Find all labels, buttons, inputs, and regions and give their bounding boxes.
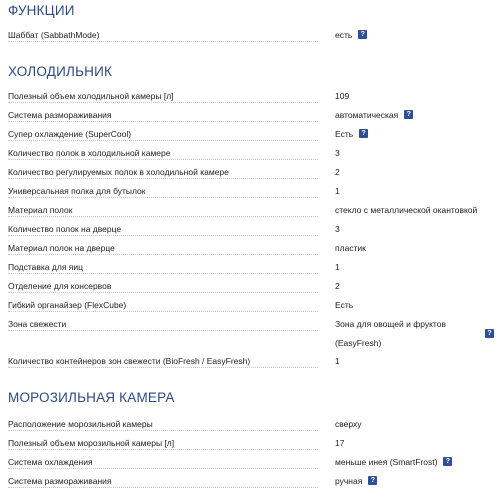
spec-value: пластик xyxy=(335,243,366,253)
spec-value: 109 xyxy=(335,91,350,101)
section-title-fridge: ХОЛОДИЛЬНИК xyxy=(8,64,113,79)
spec-label: Гибкий органайзер (FlexCube) xyxy=(8,300,127,310)
row-leader-dots xyxy=(8,330,318,331)
row-leader-dots xyxy=(8,430,318,431)
spec-label: Количество регулируемых полок в холодильной камере xyxy=(8,167,229,177)
spec-label: Зона свежести xyxy=(8,319,67,329)
help-icon[interactable]: ? xyxy=(358,30,367,39)
row-leader-dots xyxy=(8,197,318,198)
row-leader-dots xyxy=(8,159,318,160)
spec-row-flexcube xyxy=(0,299,498,318)
spec-value xyxy=(335,109,413,121)
spec-row-door-shelves xyxy=(0,223,498,242)
row-leader-dots xyxy=(8,449,318,450)
spec-value-text: ручная xyxy=(335,476,363,486)
spec-label: Универсальная полка для бутылок xyxy=(8,186,146,196)
spec-label: Подставка для яиц xyxy=(8,262,83,272)
spec-value: Есть xyxy=(335,300,354,310)
spec-row-sabbath xyxy=(0,29,498,48)
spec-label: Система размораживания xyxy=(8,476,112,486)
section-title-freezer: МОРОЗИЛЬНАЯ КАМЕРА xyxy=(8,390,175,405)
spec-label: Полезный объем морозильной камеры [л] xyxy=(8,438,175,448)
spec-row-freshness-zone xyxy=(0,318,498,354)
spec-label: Количество контейнеров зон свежести (BioFresh / EasyFresh) xyxy=(8,356,251,366)
spec-row-shelf-count xyxy=(0,147,498,166)
spec-row-freezer-defrost xyxy=(0,475,498,494)
spec-value xyxy=(335,475,377,487)
spec-value: 1 xyxy=(335,186,340,196)
spec-label: Расположение морозильной камеры xyxy=(8,419,153,429)
row-leader-dots xyxy=(8,367,318,368)
spec-value-line1: Зона для овощей и фруктов xyxy=(335,319,446,329)
row-leader-dots xyxy=(8,468,318,469)
row-leader-dots xyxy=(8,216,318,217)
spec-row-defrost-system xyxy=(0,109,498,128)
section-title-functions: ФУНКЦИИ xyxy=(8,3,75,18)
spec-value: 3 xyxy=(335,224,340,234)
spec-row-fridge-volume xyxy=(0,90,498,109)
spec-value: 2 xyxy=(335,281,340,291)
help-icon[interactable]: ? xyxy=(368,476,377,485)
help-icon[interactable]: ? xyxy=(404,110,413,119)
spec-label: Система охлаждения xyxy=(8,457,93,467)
spec-value-text: Есть xyxy=(335,129,354,139)
help-icon[interactable]: ? xyxy=(443,457,452,466)
spec-label: Количество полок в холодильной камере xyxy=(8,148,171,158)
spec-row-adjustable-shelves xyxy=(0,166,498,185)
spec-value: 1 xyxy=(335,262,340,272)
spec-row-freshness-containers xyxy=(0,355,498,374)
spec-label: Полезный объем холодильной камеры [л] xyxy=(8,91,174,101)
spec-value-line2: (EasyFresh) xyxy=(335,338,382,348)
help-icon[interactable]: ? xyxy=(485,329,494,338)
spec-value: 1 xyxy=(335,356,340,366)
spec-value-text: меньше инея (SmartFrost) xyxy=(335,457,438,467)
row-leader-dots xyxy=(8,41,318,42)
row-leader-dots xyxy=(8,140,318,141)
spec-row-shelf-material xyxy=(0,204,498,223)
spec-value-text: автоматическая xyxy=(335,110,399,120)
spec-value xyxy=(335,128,368,140)
row-leader-dots xyxy=(8,487,318,488)
row-leader-dots xyxy=(8,235,318,236)
spec-label: Отделение для консервов xyxy=(8,281,112,291)
spec-value: стекло с металлической окантовкой xyxy=(335,205,478,215)
spec-row-cooling-system xyxy=(0,456,498,475)
spec-label: Супер охлаждение (SuperCool) xyxy=(8,129,132,139)
spec-row-supercool xyxy=(0,128,498,147)
spec-row-door-shelf-material xyxy=(0,242,498,261)
spec-value: 2 xyxy=(335,167,340,177)
row-leader-dots xyxy=(8,273,318,274)
spec-label: Шаббат (SabbathMode) xyxy=(8,30,100,40)
spec-label: Материал полок xyxy=(8,205,73,215)
spec-value xyxy=(335,456,452,468)
spec-label: Количество полок на дверце xyxy=(8,224,122,234)
spec-value: 3 xyxy=(335,148,340,158)
row-leader-dots xyxy=(8,254,318,255)
spec-value xyxy=(335,29,367,41)
help-icon[interactable]: ? xyxy=(359,129,368,138)
spec-row-freezer-position xyxy=(0,418,498,437)
spec-label: Материал полок на дверце xyxy=(8,243,115,253)
spec-row-freezer-volume xyxy=(0,437,498,456)
spec-value-text: есть xyxy=(335,30,353,40)
spec-label: Система размораживания xyxy=(8,110,112,120)
spec-row-can-compartment xyxy=(0,280,498,299)
spec-row-bottle-shelf xyxy=(0,185,498,204)
spec-row-egg-tray xyxy=(0,261,498,280)
row-leader-dots xyxy=(8,292,318,293)
spec-value: 17 xyxy=(335,438,345,448)
row-leader-dots xyxy=(8,311,318,312)
row-leader-dots xyxy=(8,121,318,122)
row-leader-dots xyxy=(8,102,318,103)
row-leader-dots xyxy=(8,178,318,179)
spec-value: сверху xyxy=(335,419,362,429)
